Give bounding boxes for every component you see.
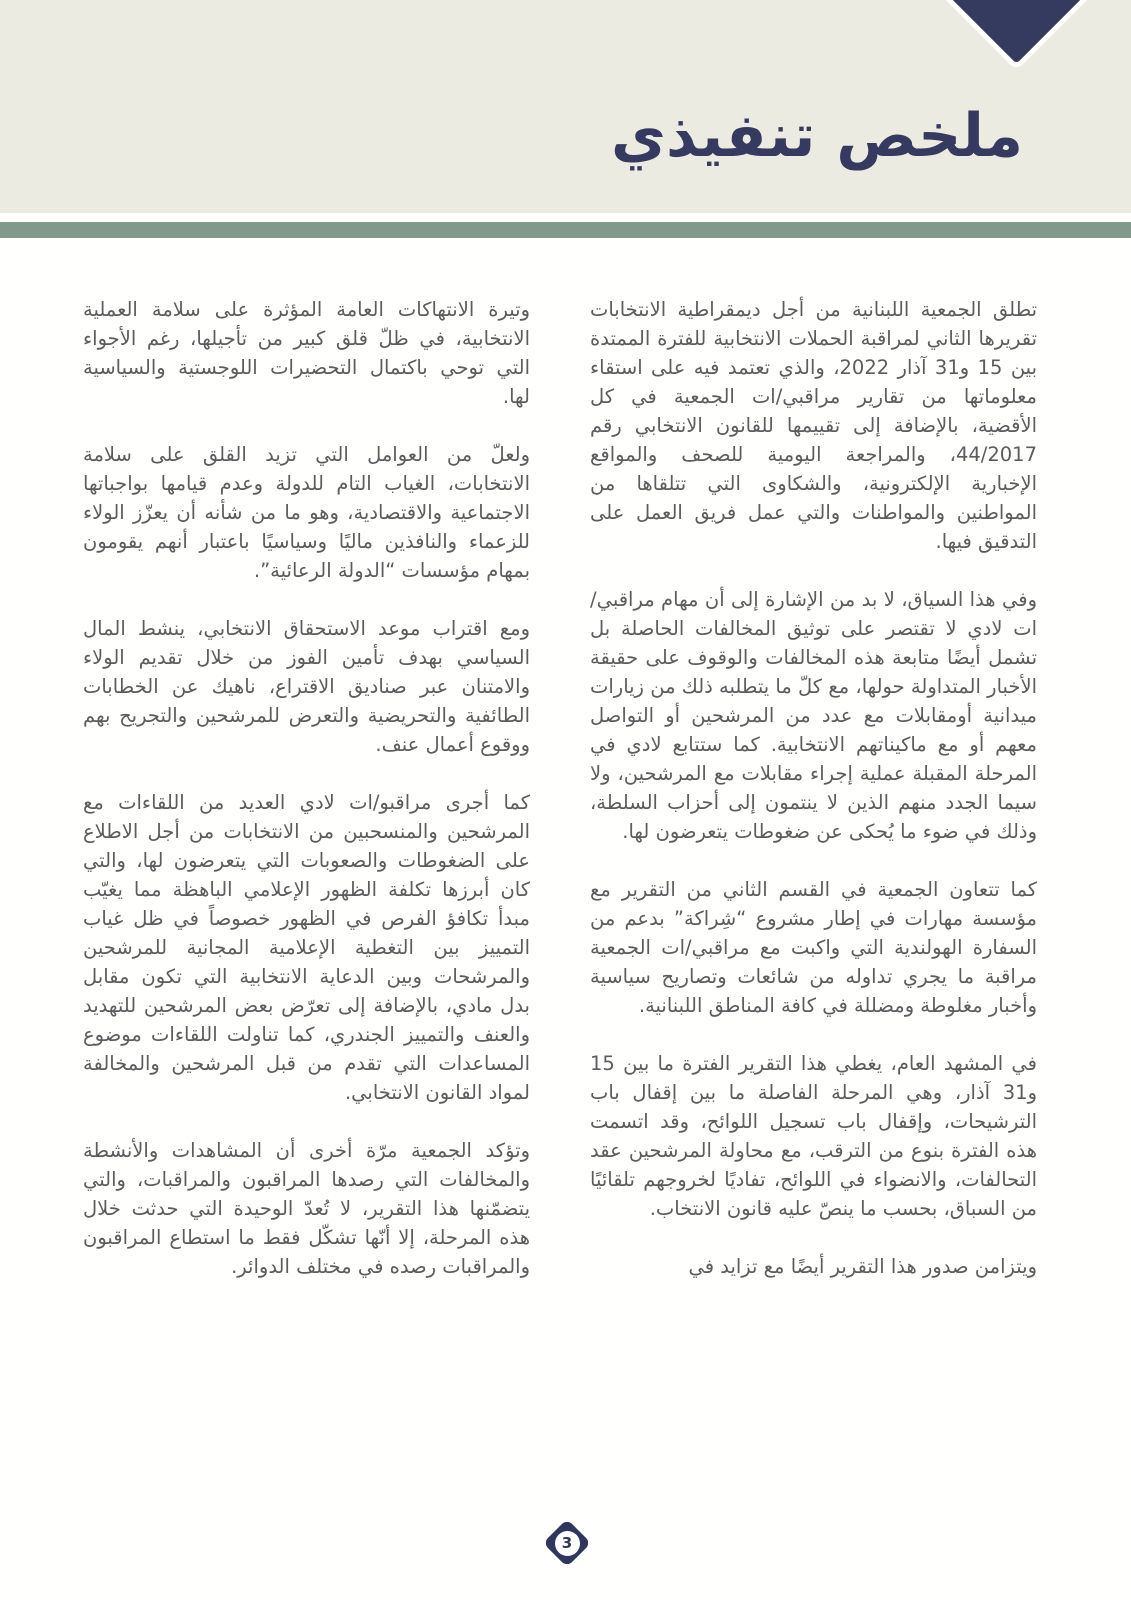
page-number: 3 [561, 1533, 573, 1552]
text-column-right [590, 295, 1037, 1281]
accent-bar-divider [0, 222, 1131, 238]
paragraph: ولعلّ من العوامل التي تزيد القلق على سلامة الانتخابات، الغياب التام للدولة وعدم قيامها بواجباتها الاجتماعية والاقتصادية، وهو ما من شأنه أن يعزّز الولاء للزعماء والنافذين ماليًا وسياسيًا باعتبار أنهم يقومون بمهام مؤسسات “الدولة الرعائية”. [83, 443, 530, 582]
paragraph: وتيرة الانتهاكات العامة المؤثرة على سلامة العملية الانتخابية، في ظلّ قلق كبير من تأجيلها، رغم الأجواء التي توحي باكتمال التحضيرات اللوجستية والسياسية لها. [83, 298, 530, 408]
page-title: ملخص تنفيذي [611, 101, 1023, 171]
text-columns [83, 295, 1037, 1281]
paragraph: وتؤكد الجمعية مرّة أخرى أن المشاهدات والأنشطة والمخالفات التي رصدها المراقبون والمراقبات، والتي يتضمّنها هذا التقرير، لا تُعدّ الوحيدة التي حدثت خلال هذه المرحلة، إلا أنّها تشكّل فقط ما استطاع المراقبون والمراقبات رصده في مختلف الدوائر. [83, 1139, 530, 1278]
paragraph: كما أجرى مراقبو/ات لادي العديد من اللقاءات مع المرشحين والمنسحبين من الانتخابات من أجل الاطلاع على الضغوطات والصعوبات التي يتعرضون لها، والتي كان أبرزها تكلفة الظهور الإعلامي الباهظة مما يغيّب مبدأ تكافؤ الفرص في الظهور خصوصاً في ظل غياب التمييز بين التغطية الإعلامية المجانية للمرشحين والمرشحات وبين الدعاية الانتخابية التي تكون مقابل بدل مادي، بالإضافة إلى تعرّض بعض المرشحين للتهديد والعنف والتمييز الجندري، كما تناولت اللقاءات موضوع المساعدات التي تقدم من قبل المرشحين والمخالفة لمواد القانون الانتخابي. [83, 791, 530, 1104]
paragraph: وفي هذا السياق، لا بد من الإشارة إلى أن مهام مراقبي/ات لادي لا تقتصر على توثيق المخالفات الحاصلة بل تشمل أيضًا متابعة هذه المخالفات والوقوف على حقيقة الأخبار المتداولة حولها، مع كلّ ما يتطلبه ذلك من زيارات ميدانية أومقابلات مع عدد من المرشحين أو التواصل معهم أو مع ماكيناتهم الانتخابية. كما ستتابع لادي في المرحلة المقبلة عملية إجراء مقابلات مع المرشحين، ولا سيما الجدد منهم الذين لا ينتمون إلى أحزاب السلطة، وذلك في ضوء ما يُحكى عن ضغوطات يتعرضون لها. [590, 588, 1037, 843]
paragraph: كما تتعاون الجمعية في القسم الثاني من التقرير مع مؤسسة مهارات في إطار مشروع “شِراكة” بدعم من السفارة الهولندية التي واكبت مع مراقبي/ات الجمعية مراقبة ما يجري تداوله من شائعات وتصاريح سياسية وأخبار مغلوطة ومضللة في كافة المناطق اللبنانية. [590, 878, 1037, 1017]
paragraph: ومع اقتراب موعد الاستحقاق الانتخابي، ينشط المال السياسي بهدف تأمين الفوز من خلال تقديم الولاء والامتنان عبر صناديق الاقتراع، ناهيك عن الخطابات الطائفية والتحريضية والتعرض للمرشحين والتجريح بهم ووقوع أعمال عنف. [83, 617, 530, 756]
text-column-left [83, 295, 530, 1281]
page-number-circle [555, 1531, 580, 1556]
corner-triangle-decoration [941, 0, 1092, 82]
paragraph: في المشهد العام، يغطي هذا التقرير الفترة ما بين 15 و31 آذار، وهي المرحلة الفاصلة ما بين إقفال باب الترشيحات، وإقفال باب تسجيل اللوائح، وقد اتسمت هذه الفترة بنوع من الترقب، مع محاولة المرشحين عقد التحالفات، والانضواء في اللوائح، تفاديًا لخروجهم تلقائيًا من السباق، بحسب ما ينصّ عليه قانون الانتخاب. [590, 1052, 1037, 1220]
page-number-badge [543, 1519, 591, 1567]
paragraph: ويتزامن صدور هذا التقرير أيضًا مع تزايد في [688, 1255, 1037, 1278]
paragraph: تطلق الجمعية اللبنانية من أجل ديمقراطية الانتخابات تقريرها الثاني لمراقبة الحملات الانتخابية للفترة الممتدة بين 15 و31 آذار 2022، والذي تعتمد فيه على استقاء معلوماتها من تقارير مراقبي/ات الجمعية في كل الأقضية، بالإضافة إلى تقييمها للقانون الانتخابي رقم 44/2017، والمراجعة اليومية للصحف والمواقع الإخبارية الإلكترونية، والشكاوى التي تتلقاها من المواطنين والمواطنات والتي عمل فريق العمل على التدقيق فيها. [590, 298, 1037, 553]
